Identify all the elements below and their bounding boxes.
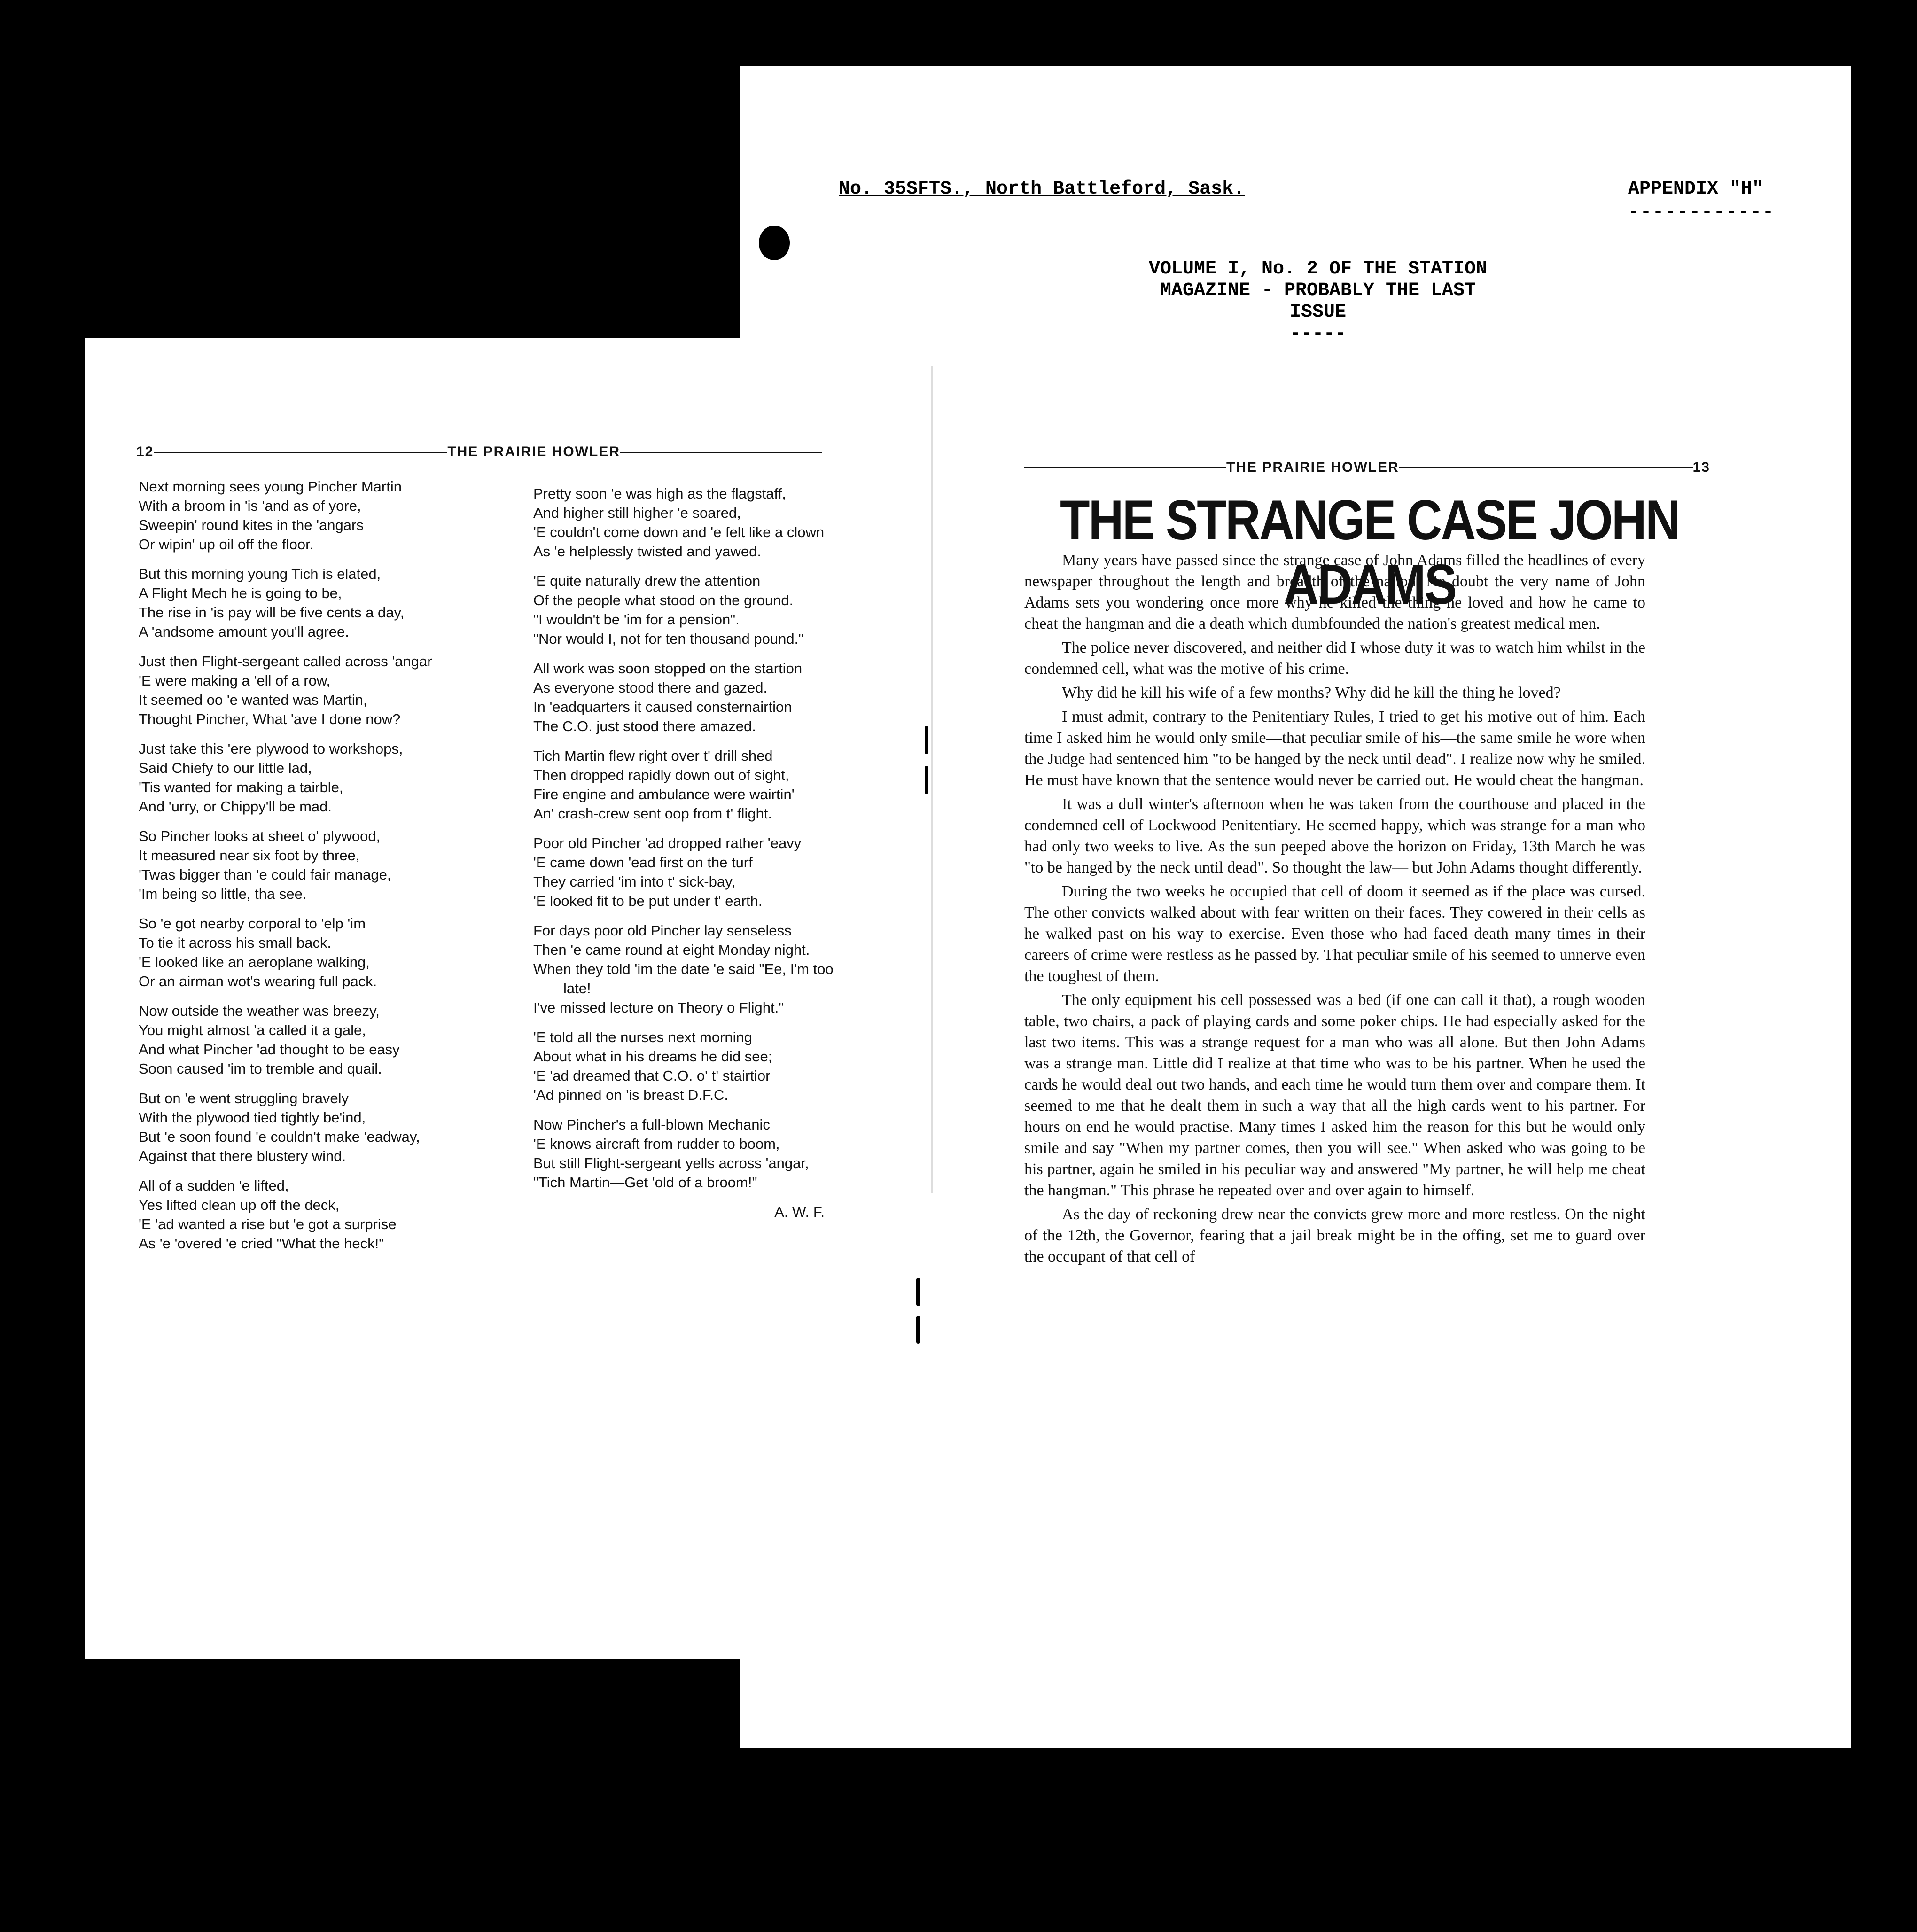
poem-line: But on 'e went struggling bravely: [139, 1090, 349, 1106]
story-paragraph: I must admit, contrary to the Penitentiary Rules, I tried to get his motive out of him. Each time I asked him he would only smile—that peculiar smile of his—the same smile he wore when the Judge had sentenced him "to be hanged by the neck until dead". I realize now why he smiled. He must have known that the sentence would never be carried out. He would cheat the hangman.: [1024, 708, 1645, 789]
poem-line: As everyone stood there and gazed.: [533, 679, 768, 696]
poem-line: 'E looked like an aeroplane walking,: [139, 954, 370, 970]
poem-line: All of a sudden 'e lifted,: [139, 1177, 289, 1194]
poem-line: Then 'e came round at eight Monday night.: [533, 942, 810, 958]
poem-stanza: [139, 914, 529, 991]
poem-line: Or wipin' up oil off the floor.: [139, 536, 314, 553]
poem-line: 'E 'ad dreamed that C.O. o' t' stairtior: [533, 1067, 771, 1084]
poem-line: To tie it across his small back.: [139, 935, 332, 951]
head-rule: [1024, 467, 1226, 468]
poem-line: Yes lifted clean up off the deck,: [139, 1197, 340, 1213]
poem-line: A Flight Mech he is going to be,: [139, 585, 342, 601]
poem-line: You might almost 'a called it a gale,: [139, 1022, 366, 1038]
poem-line: It measured near six foot by three,: [139, 847, 360, 864]
volume-line: MAGAZINE - PROBABLY THE LAST: [1160, 280, 1476, 301]
poem-stanza: [533, 484, 839, 561]
poem-stanza: [139, 477, 529, 554]
poem-line: All work was soon stopped on the startion: [533, 660, 803, 677]
poem-line: With the plywood tied tightly be'ind,: [139, 1109, 366, 1126]
poem-line: A 'andsome amount you'll agree.: [139, 623, 349, 640]
poem-line: Now outside the weather was breezy,: [139, 1003, 380, 1019]
story-paragraph: The police never discovered, and neither did I whose duty it was to watch him whilst in the condemned cell, what was the motive of his crime.: [1024, 639, 1645, 678]
binding-mark: [925, 766, 928, 794]
poem-line: 'E were making a 'ell of a row,: [139, 672, 331, 689]
head-rule: [154, 452, 447, 453]
poem-line: Pretty soon 'e was high as the flagstaff,: [533, 485, 786, 502]
poem-line: So Pincher looks at sheet o' plywood,: [139, 828, 381, 844]
poem-line: Just then Flight-sergeant called across 'angar: [139, 653, 432, 670]
poem-line: Tich Martin flew right over t' drill shed: [533, 748, 773, 764]
poem-line: And higher still higher 'e soared,: [533, 505, 741, 521]
poem-line: Now Pincher's a full-blown Mechanic: [533, 1116, 770, 1133]
poem-line: And 'urry, or Chippy'll be mad.: [139, 798, 332, 815]
story-title: THE STRANGE CASE JOHN ADAMS: [1060, 489, 1680, 616]
poem-stanza: [533, 834, 839, 911]
poem-stanza: [139, 739, 529, 816]
poem-stanza: [139, 652, 529, 729]
page-number-left: 12: [136, 444, 154, 460]
page-number-right: 13: [1692, 460, 1710, 475]
poem-line: "I wouldn't be 'im for a pension".: [533, 611, 740, 628]
punch-hole-top: [759, 226, 790, 260]
poem-line: "Nor would I, not for ten thousand pound.": [533, 631, 804, 647]
poem-line: But 'e soon found 'e couldn't make 'eadway,: [139, 1129, 420, 1145]
poem-line: The rise in 'is pay will be five cents a day,: [139, 604, 405, 621]
story-paragraph: During the two weeks he occupied that cell of doom it seemed as if the place was cursed. The other convicts walked about with fear written on their faces. They cowered in their cells as he walked past on his way to exercise. Even those who had faced death many times in their careers of crime were restless as he passed by. That peculiar smile of his seemed to unnerve even the toughest of them.: [1024, 883, 1645, 985]
head-rule: [1399, 467, 1693, 468]
poem-line: 'Tis wanted for making a tairble,: [139, 779, 343, 795]
poem-line: Or an airman wot's wearing full pack.: [139, 973, 377, 989]
binding-mark: [916, 1278, 920, 1306]
story-paragraph: Why did he kill his wife of a few months? Why did he kill the thing he loved?: [1062, 684, 1561, 701]
story-body: [1024, 550, 1645, 1270]
poem-stanza: [533, 1115, 839, 1192]
poem-line: 'Im being so little, tha see.: [139, 886, 307, 902]
poem-line: Just take this 'ere plywood to workshops,: [139, 740, 403, 757]
poem-stanza: [139, 1176, 529, 1253]
poem-line: 'E 'ad wanted a rise but 'e got a surprise: [139, 1216, 397, 1232]
binding-mark: [916, 1316, 920, 1344]
story-paragraph: As the day of reckoning drew near the convicts grew more and more restless. On the night of the 12th, the Governor, fearing that a jail break might be in the offing, set me to guard over the occupant of that cell of: [1024, 1206, 1645, 1265]
poem-line: An' crash-crew sent oop from t' flight.: [533, 805, 772, 822]
poem-stanza: [533, 571, 839, 648]
poem-stanza: [533, 659, 839, 736]
appendix-underline: ------------: [1628, 202, 1775, 223]
station-header: No. 35SFTS., North Battleford, Sask.: [839, 179, 1245, 200]
poem-line: It seemed oo 'e wanted was Martin,: [139, 692, 367, 708]
poem-line: Of the people what stood on the ground.: [533, 592, 794, 608]
poem-line: Said Chiefy to our little lad,: [139, 760, 312, 776]
poem-line: 'E told all the nurses next morning: [533, 1029, 752, 1045]
story-paragraph: Many years have passed since the strange case of John Adams filled the headlines of every newspaper throughout the length and breadth of the nation. No doubt the very name of John Adams sets you wondering once more why he killed the thing he loved and how he came to cheat the hangman and die a death which dumbfounded the nation's greatest medical men.: [1024, 552, 1645, 632]
story-paragraph: The only equipment his cell possessed was a bed (if one can call it that), a rough wooden table, two chairs, a pack of playing cards and some poker chips. He had especially asked for the last two items. This was a strange request for a man who was all alone. But then John Adams was a strange man. Little did I realize at that time who was to be his partner. When he used the cards he would deal out two hands, and each time he would turn them over and compare them. It seemed to me that he dealt them in such a way that all the high cards went to his partner. For hours on end he would practise. Many times I asked him the reason for this but he would only smile and say "When my partner comes, then you will see." When asked who was going to be his partner, again he smiled in his peculiar way and answered "My partner, he will help me cheat the hangman." This phrase he repeated over and over again to himself.: [1024, 991, 1645, 1199]
running-head-right: [1024, 460, 1710, 475]
poem-stanza: [139, 1089, 529, 1166]
poem-stanza: [139, 826, 529, 904]
story-paragraph: It was a dull winter's afternoon when he was taken from the courthouse and placed in the condemned cell of Lockwood Penitentiary. He seemed happy, which was strange for a man who had only two weeks to live. As the sun peeped above the horizon on Friday, 13th March he was "to be hanged by the neck until dead". So thought the law— but John Adams thought differently.: [1024, 795, 1645, 876]
poem-line: When they told 'im the date 'e said "Ee, I'm too late!: [533, 961, 834, 997]
poem-line: Next morning sees young Pincher Martin: [139, 478, 402, 495]
running-head-left: [136, 444, 822, 460]
head-rule: [620, 452, 822, 453]
poem-line: Soon caused 'im to tremble and quail.: [139, 1060, 382, 1077]
magazine-name: THE PRAIRIE HOWLER: [1226, 460, 1399, 475]
poem-line: I've missed lecture on Theory o Flight.": [533, 999, 784, 1016]
poem-line: Then dropped rapidly down out of sight,: [533, 767, 789, 783]
poem-line: So 'e got nearby corporal to 'elp 'im: [139, 915, 366, 932]
magazine-name: THE PRAIRIE HOWLER: [447, 444, 620, 460]
poem-stanza: [139, 564, 529, 641]
poem-column-2: [533, 484, 839, 1222]
poem-line: 'E came down 'ead first on the turf: [533, 854, 753, 871]
poem-line: They carried 'im into t' sick-bay,: [533, 873, 735, 890]
poem-line: With a broom in 'is 'and as of yore,: [139, 498, 361, 514]
volume-note: [1107, 258, 1529, 345]
appendix-label: APPENDIX "H": [1628, 179, 1764, 200]
poem-line: But still Flight-sergeant yells across 'angar,: [533, 1155, 809, 1171]
poem-line: 'Ad pinned on 'is breast D.F.C.: [533, 1087, 729, 1103]
poem-stanza: [533, 746, 839, 823]
poem-line: But this morning young Tich is elated,: [139, 566, 381, 582]
poem-line: Thought Pincher, What 'ave I done now?: [139, 711, 401, 727]
poem-line: Poor old Pincher 'ad dropped rather 'eavy: [533, 835, 802, 851]
volume-line: ISSUE: [1289, 302, 1347, 323]
poem-line: Sweepin' round kites in the 'angars: [139, 517, 364, 533]
poem-line: Fire engine and ambulance were wairtin': [533, 786, 795, 802]
poem-line: And what Pincher 'ad thought to be easy: [139, 1041, 400, 1058]
poem-stanza: [533, 1028, 839, 1105]
volume-line: VOLUME I, No. 2 OF THE STATION: [1148, 258, 1488, 280]
poem-line: "Tich Martin—Get 'old of a broom!": [533, 1174, 757, 1191]
poem-line: As 'e helplessly twisted and yawed.: [533, 543, 761, 560]
poem-line: About what in his dreams he did see;: [533, 1048, 772, 1065]
poem-stanza: [533, 921, 839, 1017]
poem-line: 'E quite naturally drew the attention: [533, 573, 761, 589]
poem-line: As 'e 'overed 'e cried "What the heck!": [139, 1235, 384, 1252]
poem-line: For days poor old Pincher lay senseless: [533, 922, 792, 939]
poem-line: 'E looked fit to be put under t' earth.: [533, 893, 763, 909]
poem-line: 'Twas bigger than 'e could fair manage,: [139, 866, 391, 883]
poem-line: 'E knows aircraft from rudder to boom,: [533, 1136, 780, 1152]
poem-line: 'E couldn't come down and 'e felt like a clown: [533, 524, 825, 540]
poem-line: Against that there blustery wind.: [139, 1148, 346, 1164]
binding-mark: [925, 726, 928, 754]
volume-underline: -----: [1289, 323, 1347, 344]
poem-line: The C.O. just stood there amazed.: [533, 718, 756, 734]
poem-line: In 'eadquarters it caused consternairtion: [533, 699, 792, 715]
author-initials: A. W. F.: [774, 1204, 825, 1220]
poem-column-1: [139, 477, 529, 1263]
poem-stanza: [139, 1001, 529, 1078]
